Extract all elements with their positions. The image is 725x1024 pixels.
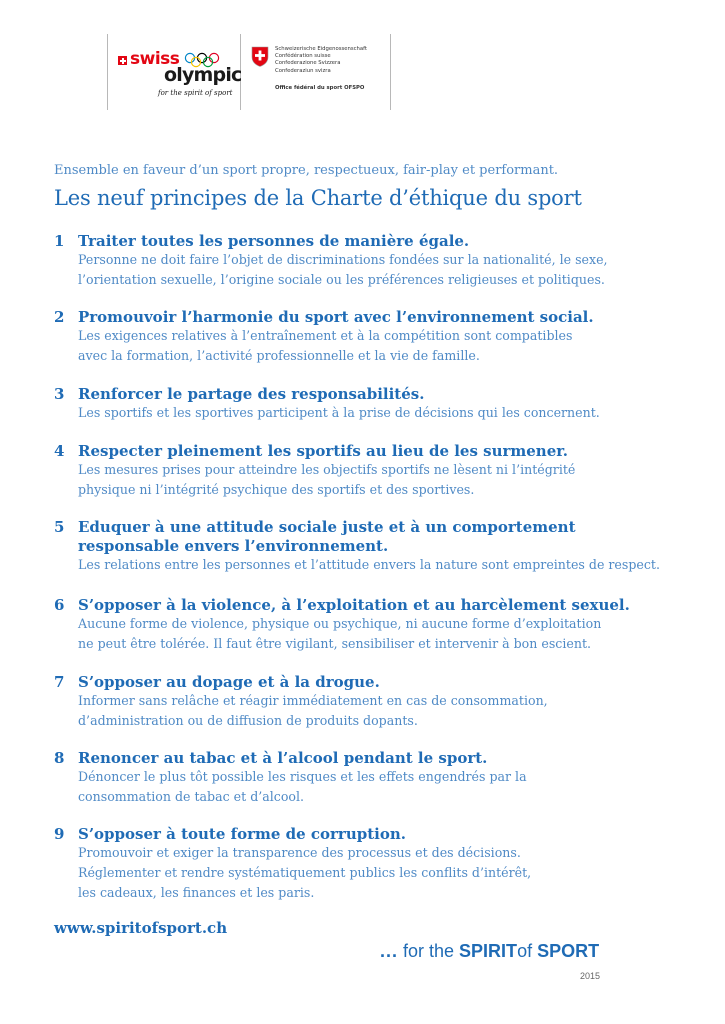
principle-body: Les relations entre les personnes et l’attitude envers la nature sont empreintes de respect. [78, 557, 660, 572]
swiss-shield-icon [251, 46, 269, 67]
confederation-name-rm: Confederaziun svizra [275, 67, 331, 74]
principle-heading: S’opposer au dopage et à la drogue. [78, 673, 380, 691]
intro-text: Ensemble en faveur d’un sport propre, respectueux, fair-play et performant. [54, 163, 559, 178]
principle-heading: S’opposer à la violence, à l’exploitation et au harcèlement sexuel. [78, 596, 630, 614]
slogan-for-the: for the [403, 941, 460, 961]
principle-body: Aucune forme de violence, physique ou psychique, ni aucune forme d’exploitation ne peut être tolérée. Il faut être vigilant, sensibiliser et intervenir à bon escient. [78, 616, 602, 651]
principle-body: Personne ne doit faire l’objet de discriminations fondées sur la nationalité, le sexe, l’orientation sexuelle, l’origine sociale ou les préférences religieuses et politiques. [78, 252, 608, 287]
principle-heading: Promouvoir l’harmonie du sport avec l’environnement social. [78, 308, 594, 326]
principle-number: 6 [54, 596, 65, 614]
principle-heading: Traiter toutes les personnes de manière égale. [78, 232, 470, 250]
slogan-dots: ... [380, 941, 399, 961]
spirit-of-sport-slogan [380, 941, 599, 962]
logo-word-swiss: swiss [130, 49, 180, 69]
header-logos [0, 34, 725, 110]
confederation-names [275, 46, 367, 75]
divider-line [390, 34, 391, 110]
principle-number: 2 [54, 308, 65, 326]
slogan-of: of [517, 941, 538, 961]
website-link[interactable]: www.spiritofsport.ch [54, 919, 228, 937]
principle-heading: Renforcer le partage des responsabilités. [78, 385, 425, 403]
confederation-name-de: Schweizerische Eidgenossenschaft [275, 46, 368, 52]
principle-number: 9 [54, 825, 65, 843]
confederation-logo [251, 46, 386, 106]
principle-number: 7 [54, 673, 65, 691]
divider-line [107, 34, 108, 110]
principle-number: 8 [54, 749, 65, 767]
slogan-spirit: SPIRIT [459, 941, 518, 961]
slogan-sport: SPORT [537, 941, 600, 961]
logo-word-olympic: olympic [164, 64, 242, 86]
principle-body: Les sportifs et les sportives participent à la prise de décisions qui les concernent. [78, 405, 600, 420]
confederation-name-fr: Confédération suisse [275, 53, 331, 60]
principle-body: Dénoncer le plus tôt possible les risques et les effets engendrés par la consommation de tabac et d’alcool. [78, 769, 527, 804]
swiss-cross-icon [118, 56, 127, 65]
principle-number: 5 [54, 518, 65, 536]
swiss-olympic-logo [118, 49, 242, 102]
logo-tagline: for the spirit of sport [158, 89, 233, 97]
publication-year: 2015 [580, 971, 601, 981]
principle-number: 1 [54, 232, 65, 250]
confederation-name-it: Confederazione Svizzera [275, 60, 341, 67]
principle-body: Les mesures prises pour atteindre les objectifs sportifs ne lèsent ni l’intégrité physique ni l’intégrité psychique des sportifs et des sportives. [78, 462, 576, 497]
principle-body: Promouvoir et exiger la transparence des processus et des décisions. Réglementer et rendre systématiquement publics les conflits d’intérêt, les cadeaux, les finances et les paris. [78, 845, 532, 900]
principle-heading: Respecter pleinement les sportifs au lieu de les surmener. [78, 442, 569, 460]
office-name: Office fédéral du sport OFSPO [275, 85, 365, 91]
principle-heading: S’opposer à toute forme de corruption. [78, 825, 406, 843]
principle-number: 4 [54, 442, 65, 460]
principle-heading: Renoncer au tabac et à l’alcool pendant le sport. [78, 749, 488, 767]
page-title: Les neuf principes de la Charte d’éthique du sport [54, 186, 582, 210]
principle-body: Les exigences relatives à l’entraînement et à la compétition sont compatibles avec la formation, l’activité professionnelle et la vie de famille. [78, 328, 573, 363]
principle-heading: Eduquer à une attitude sociale juste et à un comportement responsable envers l’environnement. [78, 518, 576, 555]
principle-body: Informer sans relâche et réagir immédiatement en cas de consommation, d’administration ou de diffusion de produits dopants. [78, 693, 548, 728]
principle-number: 3 [54, 385, 65, 403]
